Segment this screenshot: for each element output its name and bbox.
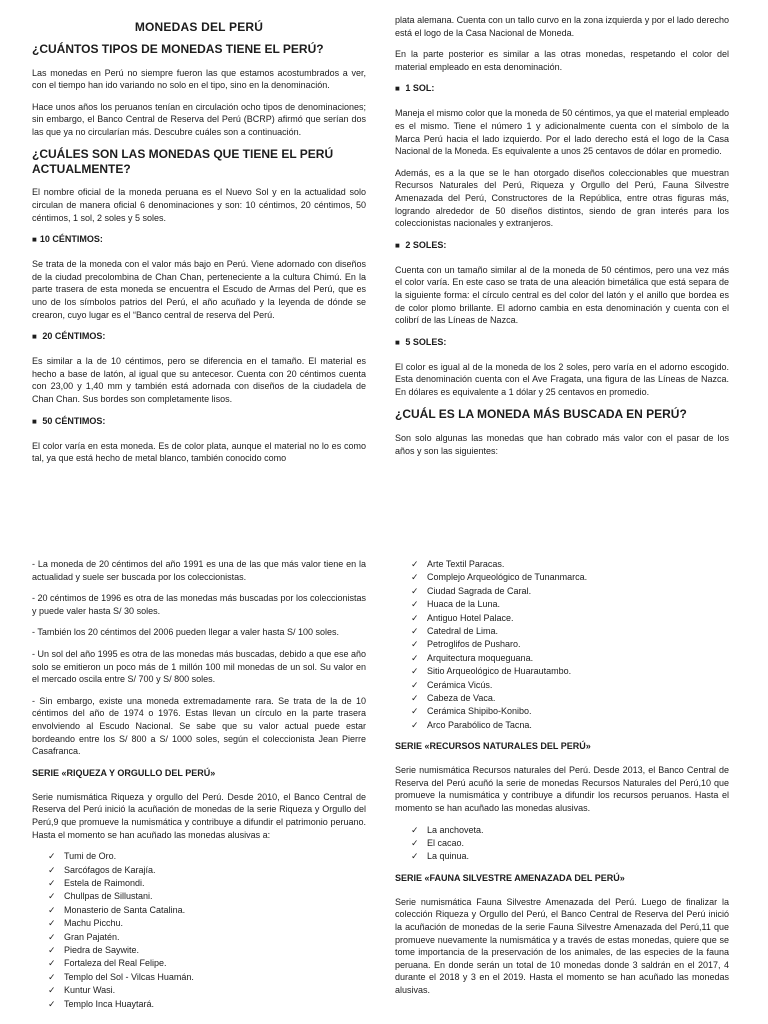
checkmark-icon: ✓ (48, 985, 56, 996)
document-title: MONEDAS DEL PERÚ (134, 20, 264, 34)
list-item: ✓ Cabeza de Vaca. (411, 692, 729, 705)
list-riqueza-cont (395, 558, 729, 732)
square-bullet-icon: ■ (32, 332, 37, 342)
list-recursos (395, 824, 729, 864)
checkmark-icon: ✓ (411, 666, 419, 677)
list-item: ✓ Catedral de Lima. (411, 625, 729, 638)
checkmark-icon: ✓ (411, 626, 419, 637)
checkmark-icon: ✓ (411, 719, 419, 730)
checkmark-icon: ✓ (411, 851, 419, 862)
square-bullet-icon: ■ (395, 337, 400, 347)
list-item: ✓ Cerámica Vicús. (411, 679, 729, 692)
list-item: ✓ Templo Inca Huaytará. (48, 998, 366, 1011)
heading-coin-types: ¿CUÁNTOS TIPOS DE MONEDAS TIENE EL PERÚ? (32, 42, 324, 56)
checkmark-icon: ✓ (411, 639, 419, 650)
list-item: ✓ Arquitectura moqueguana. (411, 652, 729, 665)
heading-serie-recursos: SERIE «RECURSOS NATURALES DEL PERÚ» (395, 741, 591, 752)
checkmark-icon: ✓ (48, 944, 56, 955)
paragraph-coin-2006: - También los 20 céntimos del 2006 pueden llegar a valer hasta S/ 100 soles. (32, 627, 340, 638)
list-item: ✓ Arco Parabólico de Tacna. (411, 719, 729, 732)
paragraph-10-centimos: Se trata de la moneda con el valor más bajo en Perú. Viene adornado con diseños de la ciudad precolombina de Chan Chan, perteneciente a la cultura Chimú. En la parte trasera de esta moneda se encuentra el Escudo de Armas del Perú, que es uno de los símbolos patrios del Perú, el año acuñado y la leyenda de dónde se crearon, cuyo lugar es el “Banco central de reserva del Perú. (32, 259, 366, 320)
checkmark-icon: ✓ (411, 585, 419, 596)
paragraph-most-sought: Son solo algunas las monedas que han cobrado más valor con el pasar de los años y son las siguientes: (395, 432, 729, 456)
list-item: ✓ Monasterio de Santa Catalina. (48, 904, 366, 917)
checkmark-icon: ✓ (411, 838, 419, 849)
list-item: ✓ El cacao. (411, 837, 729, 850)
checkmark-icon: ✓ (411, 599, 419, 610)
list-item: ✓ Chullpas de Sillustani. (48, 890, 366, 903)
paragraph-history: Hace unos años los peruanos tenían en circulación ocho tipos de denominaciones; sin embargo, el Banco Central de Reserva del Perú (BCRP) afirmó que serían dos las que ya no circularían más. Descubre cuáles son a continuación. (32, 101, 366, 137)
checkmark-icon: ✓ (48, 851, 56, 862)
checkmark-icon: ✓ (411, 706, 419, 717)
heading-current-coins: ¿CUÁLES SON LAS MONEDAS QUE TIENE EL PERÚ ACTUALMENTE? (32, 147, 334, 176)
heading-50-centimos: ■ 50 CÉNTIMOS: (32, 415, 106, 426)
list-item: ✓ Piedra de Saywite. (48, 944, 366, 957)
paragraph-50-centimos-cont: plata alemana. Cuenta con un tallo curvo en la zona izquierda y por el lado derecho está el logo de la Casa Nacional de Moneda. (395, 15, 729, 38)
list-item: ✓ Cerámica Shipibo-Konibo. (411, 705, 729, 718)
paragraph-50-centimos: El color varía en esta moneda. Es de color plata, aunque el material no lo es como tal, ya que está hecho de metal blanco, también conocido como (32, 440, 366, 464)
checkmark-icon: ✓ (411, 652, 419, 663)
checkmark-icon: ✓ (48, 998, 56, 1009)
list-item: ✓ Complejo Arqueológico de Tunanmarca. (411, 571, 729, 584)
list-item: ✓ Ciudad Sagrada de Caral. (411, 585, 729, 598)
list-item: ✓ Arte Textil Paracas. (411, 558, 729, 571)
paragraph-serie-fauna: Serie numismática Fauna Silvestre Amenazada del Perú. Luego de finalizar la colección Riqueza y Orgullo del Perú, el Banco Central de Reserva del Perú inició la acuñación de monedas de la serie Fauna Silvestre Amenazada del Perú,11 que promueve nuevamente la numismática y a través de estas monedas, quiere que se tome importancia de la preservación de los animales, de las especies de la fauna peruana. En donde serán un total de 10 monedas donde 3 saldrán en el 2017, 4 durante el 2018 y 3 en el 2019. Hasta el momento se han acuñado las monedas alusivas. (395, 896, 729, 996)
paragraph-official-name: El nombre oficial de la moneda peruana es el Nuevo Sol y en la actualidad solo circulan de manera oficial 6 denominaciones y son: 10 céntimos, 20 céntimos, 50 céntimos, 1 sol, 2 soles y 5 soles. (32, 187, 366, 223)
checkmark-icon: ✓ (411, 824, 419, 835)
checkmark-icon: ✓ (48, 891, 56, 902)
checkmark-icon: ✓ (48, 904, 56, 915)
list-item: ✓ Fortaleza del Real Felipe. (48, 957, 366, 970)
list-item: ✓ Machu Picchu. (48, 917, 366, 930)
heading-1-sol: ■ 1 SOL: (395, 83, 435, 94)
checkmark-icon: ✓ (48, 877, 56, 888)
square-bullet-icon: ■ (32, 416, 37, 426)
heading-most-sought: ¿CUÁL ES LA MONEDA MÁS BUSCADA EN PERÚ? (395, 407, 687, 422)
paragraph-1-sol-designs: Además, es a la que se le han otorgado diseños coleccionables que muestran Recursos Naturales del Perú, Riqueza y Orgullo del Perú, Fauna Silvestre Amenazada del Perú, Constructores de la República, entre otras figuras más, logrando alrededor de 50 diseños distintos, siendo de gran interés para los coleccionistas nacionales y extranjeros. (395, 167, 729, 229)
paragraph-5-soles: El color es igual al de la moneda de los 2 soles, pero varía en el adorno escogido. Esta denominación cuenta con el Ave Fragata, una figura de las Líneas de Nazca. En dólares es equivalente a 1 dólar y 25 centavos en promedio. (395, 361, 729, 397)
column-1 (32, 16, 366, 474)
paragraph-50-centimos-back: En la parte posterior es similar a las otras monedas, respetando el color del material empleado en esta denominación. (395, 49, 729, 72)
list-riqueza (32, 850, 366, 1011)
list-item: ✓ Estela de Raimondi. (48, 877, 366, 890)
checkmark-icon: ✓ (411, 693, 419, 704)
checkmark-icon: ✓ (411, 612, 419, 623)
list-item: ✓ Huaca de la Luna. (411, 598, 729, 611)
square-bullet-icon: ■ (395, 240, 400, 250)
checkmark-icon: ✓ (411, 559, 419, 569)
paragraph-intro: Las monedas en Perú no siempre fueron las que estamos acostumbrados a ver, con el tiempo han ido variando no solo en el tipo, sino en la denominación. (32, 67, 366, 91)
paragraph-1-sol: Maneja el mismo color que la moneda de 50 céntimos, ya que el material empleado es el mismo. Tiene el número 1 y adicionalmente cuenta con el símbolo de la Marca Perú hacia el lado izquierdo. Por el lado derecho está el logo de la Casa Nacional de la Moneda. Es equivalente a unos 25 centavos de dólar en promedio. (395, 108, 729, 157)
column-3 (32, 558, 366, 1019)
list-item: ✓ Kuntur Wasi. (48, 984, 366, 997)
column-2 (395, 14, 729, 466)
column-4 (395, 558, 729, 1006)
paragraph-coin-1991: - La moneda de 20 céntimos del año 1991 es una de las que más valor tiene en la actualidad y suele ser buscada por los coleccionistas. (32, 559, 366, 582)
paragraph-serie-recursos: Serie numismática Recursos naturales del Perú. Desde 2013, el Banco Central de Reserva del Perú acuñó la serie de monedas Recursos Naturales del Perú,10 que promueve la numismática y contribuye a difundir los recursos peruanos. Hasta el momento se han acuñado las monedas alusivas. (395, 765, 729, 814)
heading-5-soles: ■ 5 SOLES: (395, 336, 447, 347)
paragraph-serie-riqueza: Serie numismática Riqueza y orgullo del Perú. Desde 2010, el Banco Central de Reserva del Perú inició la acuñación de monedas de la serie Riqueza y Orgullo del Perú,9 que promueve la numismática y contribuye a difundir el patrimonio peruano. Hasta el momento se han acuñado las monedas alusivas a: (32, 791, 366, 840)
list-item: ✓ Antiguo Hotel Palace. (411, 612, 729, 625)
heading-2-soles: ■ 2 SOLES: (395, 239, 447, 250)
heading-20-centimos: ■ 20 CÉNTIMOS: (32, 331, 106, 342)
checkmark-icon: ✓ (411, 679, 419, 690)
list-item: ✓ La anchoveta. (411, 824, 729, 837)
list-item: ✓ La quinua. (411, 850, 729, 863)
heading-10-centimos: ■ 10 CÉNTIMOS: (32, 234, 103, 245)
list-item: ✓ Sarcófagos de Karajía. (48, 864, 366, 877)
checkmark-icon: ✓ (48, 918, 56, 929)
list-item: ✓ Tumi de Oro. (48, 850, 366, 863)
square-bullet-icon: ■ (32, 235, 37, 245)
list-item: ✓ Sitio Arqueológico de Huarautambo. (411, 665, 729, 678)
paragraph-20-centimos: Es similar a la de 10 céntimos, pero se diferencia en el tamaño. El material es hecho a base de latón, al igual que su antecesor. Cuenta con 20 céntimos cuenta con 23,00 y 1,40 mm y también está adornada con diseños de la ciudadela de Chan Chan. Sus bordes son completamente lisos. (32, 356, 366, 404)
square-bullet-icon: ■ (395, 84, 400, 94)
list-item: ✓ Gran Pajatén. (48, 931, 366, 944)
checkmark-icon: ✓ (48, 958, 56, 969)
heading-serie-fauna: SERIE «FAUNA SILVESTRE AMENAZADA DEL PERÚ» (395, 872, 625, 883)
paragraph-coin-1995: - Un sol del año 1995 es otra de las monedas más buscadas, debido a que ese año solo se emitieron un poco más de 1 millón 100 mil monedas de un sol. Su valor en el mercado oscila entre S/ 700 y S/ 800 soles. (32, 648, 366, 685)
checkmark-icon: ✓ (48, 971, 56, 982)
paragraph-coin-1996: - 20 céntimos de 1996 es otra de las monedas más buscadas por los coleccionistas y puede valer hasta S/ 30 soles. (32, 593, 366, 616)
list-item: ✓ Petroglifos de Pusharo. (411, 638, 729, 651)
list-item: ✓ Templo del Sol - Vilcas Huamán. (48, 971, 366, 984)
checkmark-icon: ✓ (48, 931, 56, 942)
paragraph-rare-coin: - Sin embargo, existe una moneda extremadamente rara. Se trata de la de 10 céntimos del año de 1974 o 1976. Estas llevan un círculo en la parte trasera envolviendo al Escudo Nacional. Se sabe que su valor actual puede estar bordeando entre los S/ 800 a S/ 1000 soles, según el coleccionista Jean Pierre Casafranca. (32, 695, 366, 757)
paragraph-2-soles: Cuenta con un tamaño similar al de la moneda de 50 céntimos, pero una vez más el color varía. En este caso se trata de una aleación bimetálica que está separa de la siguiente forma: el círculo central es del color del latón y el anillo que bordea es de color plomo brillante. El adorno cambia en esta denominación y cuenta con el colibrí de las Líneas de Nazca. (395, 264, 729, 326)
checkmark-icon: ✓ (411, 572, 419, 583)
heading-serie-riqueza: SERIE «RIQUEZA Y ORGULLO DEL PERÚ» (32, 767, 216, 778)
checkmark-icon: ✓ (48, 864, 56, 875)
